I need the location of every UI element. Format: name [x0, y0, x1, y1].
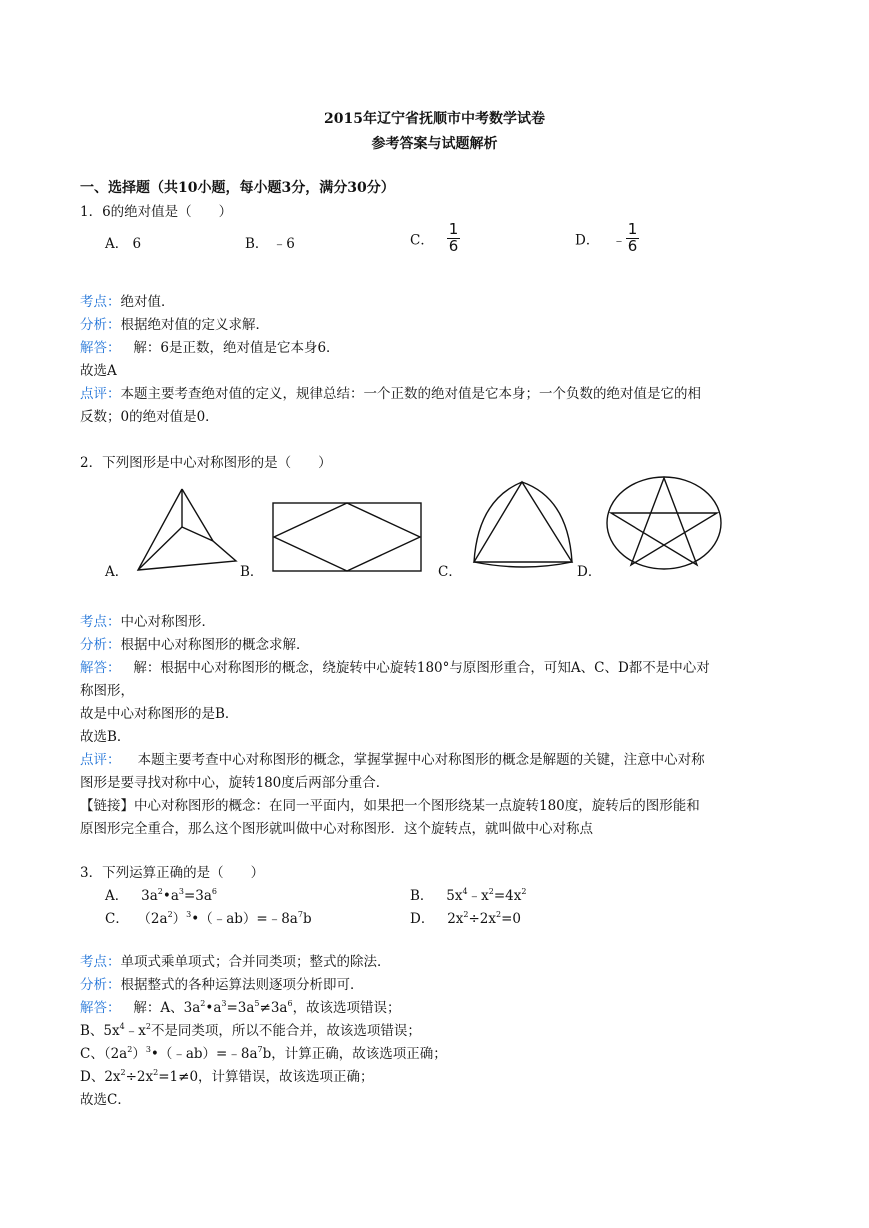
q2-jieda: 解答： 解：根据中心对称图形的概念，绕旋转中心旋转180°与原图形重合，可知A、C、D都不是中心对: [80, 660, 710, 676]
q2-figure-a: [130, 485, 245, 575]
q2-figure-c: [470, 478, 578, 570]
option-value: ﹣6: [272, 236, 295, 252]
q1-option-a: [105, 232, 141, 252]
q3-answer: 故选C．: [80, 1092, 131, 1108]
q3-jieda: 解答： 解：A、$3a^2•a^3=3a^5\ne 3a^6$，故该选项错误；: [80, 999, 401, 1016]
q1-jieda: 解答： 解：6是正数，绝对值是它本身6．: [80, 340, 340, 356]
section-heading: 一、选择题（共10小题，每小题3分，满分30分）: [80, 180, 395, 196]
q2-label-d: D．: [577, 564, 602, 580]
option-letter: D．: [575, 232, 600, 249]
q1-option-b: [245, 232, 295, 252]
q3-option-c: C． $(2a^2)^3•(﹣ab)=﹣8a^7b$: [105, 910, 312, 927]
q2-jieda-cont: 称图形，: [80, 683, 134, 699]
q3-fenxi: 分析：根据整式的各种运算法则逐项分析即可．: [80, 977, 364, 993]
q2-dianping: 点评： 本题主要考查中心对称图形的概念，掌握掌握中心对称图形的概念是解题的关键，注意中心对称: [80, 752, 705, 768]
q1-kaodian: 考点：绝对值．: [80, 294, 175, 310]
question-1-stem: 1．6的绝对值是（ ）: [80, 204, 233, 220]
q1-option-d: [575, 222, 639, 255]
q1-option-c: [410, 222, 460, 255]
option-value: 6: [132, 236, 142, 252]
q2-fenxi: 分析：根据中心对称图形的概念求解．: [80, 637, 310, 653]
q2-link: 【链接】中心对称图形的概念：在同一平面内，如果把一个图形绕某一点旋转180度，旋转后的图形能和: [80, 798, 700, 814]
page-title: 2015年辽宁省抚顺市中考数学试卷: [324, 111, 545, 127]
q2-jieda-conclusion: 故是中心对称图形的是B．: [80, 706, 239, 722]
q2-dianping-cont: 图形是要寻找对称中心，旋转180度后两部分重合．: [80, 775, 390, 791]
q3-option-d: D． $2x^2\div 2x^2=0$: [410, 910, 522, 927]
q1-fenxi: 分析：根据绝对值的定义求解．: [80, 317, 269, 333]
option-letter: A．: [105, 236, 129, 252]
q2-label-c: C．: [438, 564, 462, 580]
q1-answer: 故选A: [80, 363, 117, 379]
minus-sign: ﹣: [612, 232, 626, 249]
q2-label-b: B．: [240, 564, 264, 580]
option-letter: B．: [245, 236, 269, 252]
option-letter: C．: [410, 232, 434, 249]
page-subtitle: 参考答案与试题解析: [371, 136, 498, 152]
question-3-stem: 3．下列运算正确的是（ ）: [80, 865, 265, 881]
q3-option-a: A． $3a^2•a^3=3a^6$: [105, 887, 218, 904]
q1-dianping: 点评：本题主要考查绝对值的定义，规律总结：一个正数的绝对值是它本身；一个负数的绝对值是它的相: [80, 386, 701, 402]
q2-label-a: A．: [105, 564, 129, 580]
q3-jieda-c: C、$(2a^2)^3•(﹣ab)=﹣8a^7b$，计算正确，故该选项正确；: [80, 1045, 447, 1062]
q3-jieda-b: B、$5x^4﹣x^2$不是同类项，所以不能合并，故该选项错误；: [80, 1022, 421, 1039]
q2-link-cont: 原图形完全重合，那么这个图形就叫做中心对称图形．这个旋转点，就叫做中心对称点: [80, 821, 593, 837]
fraction: $\frac{1}{6}$: [627, 220, 638, 255]
q3-option-b: B． $5x^4﹣x^2=4x^2$: [410, 887, 527, 904]
q2-kaodian: 考点：中心对称图形．: [80, 614, 215, 630]
question-2-stem: 2．下列图形是中心对称图形的是（ ）: [80, 455, 332, 471]
q1-dianping-cont: 反数；0的绝对值是0．: [80, 409, 219, 425]
q2-figure-b: [272, 502, 424, 574]
q2-figure-d: [603, 473, 725, 573]
q3-jieda-d: D、$2x^2\div 2x^2=1\ne 0$，计算错误，故该选项正确；: [80, 1068, 374, 1085]
q3-kaodian: 考点：单项式乘单项式；合并同类项；整式的除法．: [80, 954, 391, 970]
q2-answer: 故选B．: [80, 729, 131, 745]
fraction: $\frac{1}{6}$: [448, 220, 459, 255]
